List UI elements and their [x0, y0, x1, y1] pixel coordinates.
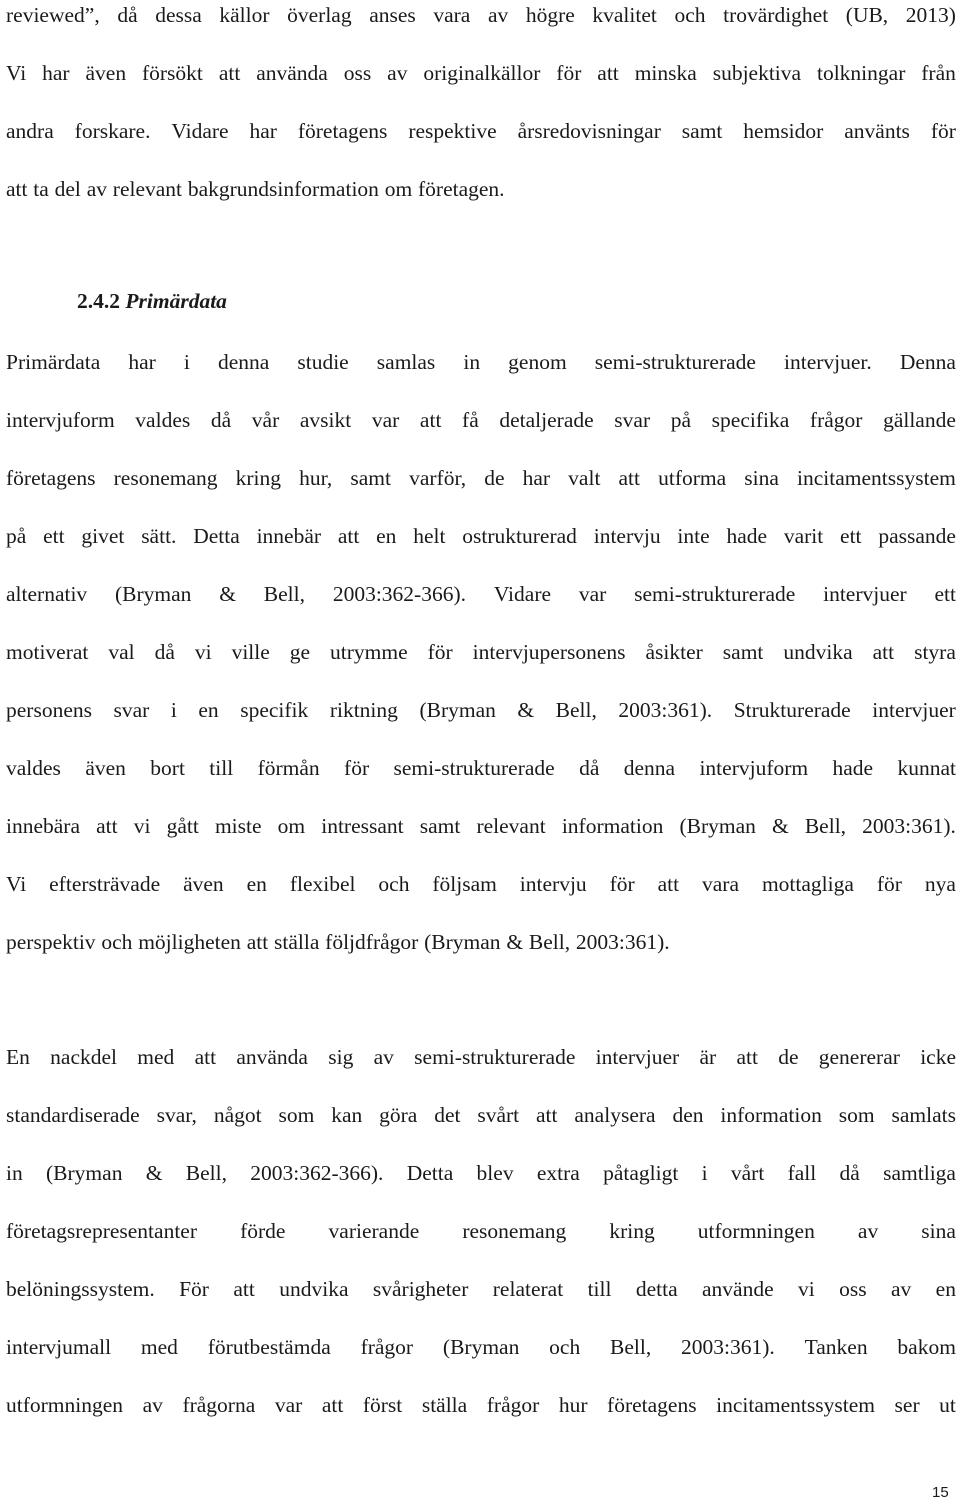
- text-line: personens svar i en specifik riktning (Bryman & Bell, 2003:361). Strukturerade intervjuer: [6, 698, 956, 722]
- text-line: valdes även bort till förmån för semi-strukturerade då denna intervjuform hade kunnat: [6, 756, 956, 780]
- text-line: in (Bryman & Bell, 2003:362-366). Detta blev extra påtagligt i vårt fall då samtliga: [6, 1161, 956, 1185]
- text-line: Vi eftersträvade även en flexibel och följsam intervju för att vara mottagliga för nya: [6, 872, 956, 896]
- text-line: på ett givet sätt. Detta innebär att en helt ostrukturerad intervju inte hade varit ett passande: [6, 524, 956, 548]
- text-line: reviewed”, då dessa källor överlag anses vara av högre kvalitet och trovärdighet (UB, 2013): [6, 3, 956, 27]
- text-line: andra forskare. Vidare har företagens respektive årsredovisningar samt hemsidor använts för: [6, 119, 956, 143]
- text-line: företagens resonemang kring hur, samt varför, de har valt att utforma sina incitamentssystem: [6, 466, 956, 490]
- text-line: motiverat val då vi ville ge utrymme för intervjupersonens åsikter samt undvika att styra: [6, 640, 956, 664]
- text-line: utformningen av frågorna var att först ställa frågor hur företagens incitamentssystem ser ut: [6, 1393, 956, 1417]
- section-number: 2.4.2: [77, 289, 120, 313]
- text-line: standardiserade svar, något som kan göra det svårt att analysera den information som samlats: [6, 1103, 956, 1127]
- text-line: innebära att vi gått miste om intressant samt relevant information (Bryman & Bell, 2003:361).: [6, 814, 956, 838]
- text-line: belöningssystem. För att undvika svårigheter relaterat till detta använde vi oss av en: [6, 1277, 956, 1301]
- text-line: En nackdel med att använda sig av semi-strukturerade intervjuer är att de genererar icke: [6, 1045, 956, 1069]
- section-heading: [77, 288, 227, 314]
- text-line: perspektiv och möjligheten att ställa följdfrågor (Bryman & Bell, 2003:361).: [6, 930, 670, 954]
- text-line: Primärdata har i denna studie samlas in genom semi-strukturerade intervjuer. Denna: [6, 350, 956, 374]
- text-line: företagsrepresentanter förde varierande resonemang kring utformningen av sina: [6, 1219, 956, 1243]
- text-line: Vi har även försökt att använda oss av originalkällor för att minska subjektiva tolkningar från: [6, 61, 956, 85]
- text-line: att ta del av relevant bakgrundsinformation om företagen.: [6, 177, 505, 201]
- page-number: 15: [932, 1484, 949, 1501]
- text-line: alternativ (Bryman & Bell, 2003:362-366). Vidare var semi-strukturerade intervjuer ett: [6, 582, 956, 606]
- text-line: intervjuform valdes då vår avsikt var att få detaljerade svar på specifika frågor gällande: [6, 408, 956, 432]
- section-title: Primärdata: [125, 289, 227, 313]
- text-line: intervjumall med förutbestämda frågor (Bryman och Bell, 2003:361). Tanken bakom: [6, 1335, 956, 1359]
